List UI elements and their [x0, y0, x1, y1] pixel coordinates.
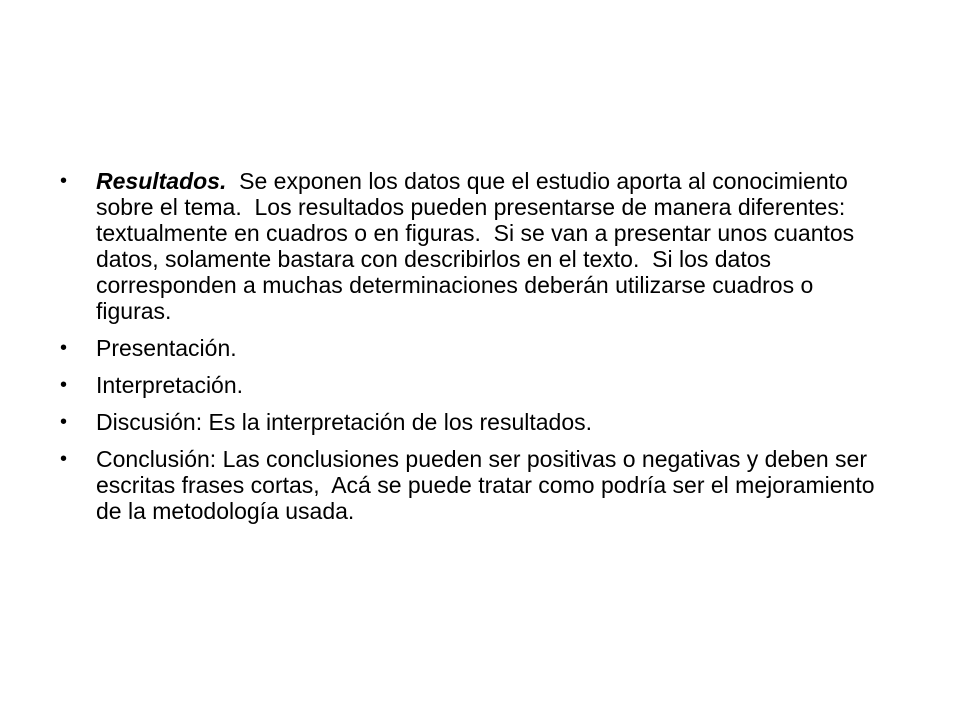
bullet-list	[60, 168, 880, 535]
bullet-item-conclusion	[60, 446, 880, 524]
bullet-icon: •	[60, 170, 68, 192]
bullet-body: Se exponen los datos que el estudio aporta al conocimiento sobre el tema. Los resultados pueden presentarse de manera diferentes: textualmente en cuadros o en figuras. Si se van a presentar unos cuantos datos, solamente bastara con describirlos en el texto. Si los datos corresponden a muchas determinaciones deberán utilizarse cuadros o figuras.	[96, 168, 861, 324]
bullet-item-presentacion	[60, 335, 880, 361]
bullet-item-discusion	[60, 409, 880, 435]
bullet-text: Conclusión: Las conclusiones pueden ser positivas o negativas y deben ser escritas frases cortas, Acá se puede tratar como podría ser el mejoramiento de la metodología usada.	[96, 446, 881, 524]
bullet-icon: •	[60, 448, 68, 470]
bullet-lead-term: Resultados.	[96, 168, 227, 194]
bullet-item-interpretacion	[60, 372, 880, 398]
bullet-icon: •	[60, 337, 68, 359]
bullet-icon: •	[60, 374, 68, 396]
bullet-icon: •	[60, 411, 68, 433]
bullet-text: Interpretación.	[96, 372, 244, 398]
bullet-text	[96, 168, 880, 324]
bullet-text: Presentación.	[96, 335, 237, 361]
bullet-text: Discusión: Es la interpretación de los resultados.	[96, 409, 593, 435]
bullet-item-resultados	[60, 168, 880, 324]
